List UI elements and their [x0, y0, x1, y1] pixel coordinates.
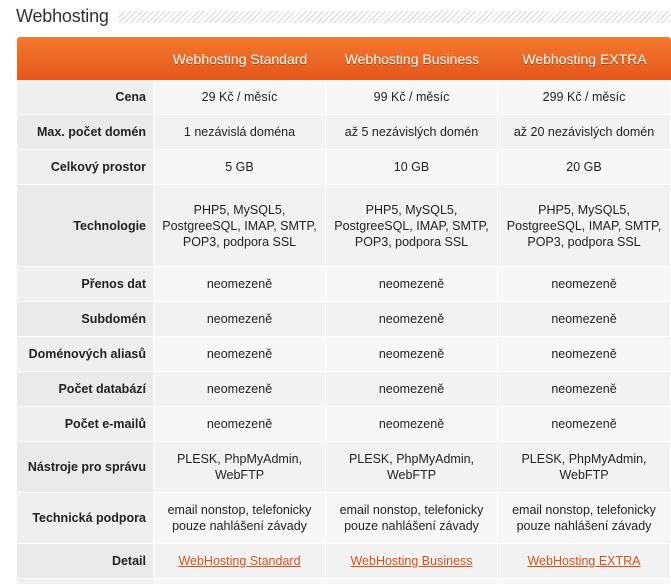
title-divider — [119, 11, 671, 23]
section-header — [16, 4, 671, 28]
table-cell: PLESK, PhpMyAdmin, WebFTP — [498, 442, 671, 492]
table-cell: 29 Kč / měsíc — [154, 80, 326, 114]
table-row — [17, 302, 671, 337]
table-cell: neomezeně — [326, 407, 498, 441]
table-row — [17, 442, 671, 493]
detail-link-standard[interactable]: WebHosting Standard — [178, 554, 301, 568]
table-row — [17, 150, 671, 185]
detail-cell — [326, 544, 498, 578]
table-cell: 20 GB — [498, 150, 671, 184]
table-cell: email nonstop, telefonicky pouze nahlášení závady — [154, 493, 326, 543]
table-cell: 10 GB — [326, 150, 498, 184]
table-cell: až 20 nezávislých domén — [498, 115, 671, 149]
row-label: Detail — [17, 544, 154, 578]
table-row — [17, 493, 671, 544]
table-cell: neomezeně — [326, 302, 498, 336]
page-title: Webhosting — [16, 5, 109, 26]
table-cell: neomezeně — [498, 302, 671, 336]
table-cell: 1 nezávislá doména — [154, 115, 326, 149]
row-label: Přenos dat — [17, 267, 154, 301]
table-cell: neomezeně — [154, 267, 326, 301]
row-label: Počet e-mailů — [17, 407, 154, 441]
table-cell: PHP5, MySQL5, PostgreeSQL, IMAP, SMTP, POP3, podpora SSL — [498, 185, 671, 266]
row-label: Subdomén — [17, 302, 154, 336]
table-row — [17, 115, 671, 150]
row-label: Max. počet domén — [17, 115, 154, 149]
table-cell: neomezeně — [154, 337, 326, 371]
row-label: Nástroje pro správu — [17, 442, 154, 492]
table-cell: 99 Kč / měsíc — [326, 80, 498, 114]
column-header-extra: Webhosting EXTRA — [522, 50, 647, 67]
table-cell: neomezeně — [326, 372, 498, 406]
detail-link-business[interactable]: WebHosting Business — [350, 554, 473, 568]
table-cell: 299 Kč / měsíc — [498, 80, 671, 114]
header-empty-cell — [17, 37, 154, 80]
empty-cell — [498, 579, 671, 584]
table-cell: neomezeně — [154, 372, 326, 406]
table-cell: neomezeně — [154, 407, 326, 441]
empty-cell — [326, 579, 498, 584]
row-label: Technologie — [17, 185, 154, 266]
table-cell: PHP5, MySQL5, PostgreeSQL, IMAP, SMTP, POP3, podpora SSL — [154, 185, 326, 266]
table-cell: email nonstop, telefonicky pouze nahlášení závady — [498, 493, 671, 543]
row-label: Cena — [17, 80, 154, 114]
table-cell: PHP5, MySQL5, PostgreeSQL, IMAP, SMTP, POP3, podpora SSL — [326, 185, 498, 266]
table-cell: neomezeně — [326, 267, 498, 301]
empty-cell — [154, 579, 326, 584]
row-label: Počet databází — [17, 372, 154, 406]
table-body — [17, 80, 671, 584]
table-row — [17, 80, 671, 115]
detail-link-extra[interactable]: WebHosting EXTRA — [527, 554, 641, 568]
table-cell: neomezeně — [326, 337, 498, 371]
column-header-standard: Webhosting Standard — [172, 50, 308, 67]
table-row-empty — [17, 579, 671, 584]
detail-cell — [498, 544, 671, 578]
table-cell: neomezeně — [498, 407, 671, 441]
table-row — [17, 407, 671, 442]
table-cell: až 5 nezávislých domén — [326, 115, 498, 149]
row-label: Technická podpora — [17, 493, 154, 543]
column-header-business: Webhosting Business — [344, 50, 480, 67]
table-cell: neomezeně — [498, 337, 671, 371]
table-row — [17, 337, 671, 372]
pricing-table — [17, 37, 671, 584]
table-cell: email nonstop, telefonicky pouze nahlášení závady — [326, 493, 498, 543]
row-label: Celkový prostor — [17, 150, 154, 184]
table-cell: PLESK, PhpMyAdmin, WebFTP — [154, 442, 326, 492]
table-row — [17, 267, 671, 302]
table-row — [17, 185, 671, 267]
empty-cell — [17, 579, 154, 584]
table-header — [17, 37, 671, 80]
table-row-detail — [17, 544, 671, 579]
table-cell: 5 GB — [154, 150, 326, 184]
table-cell: neomezeně — [498, 267, 671, 301]
table-cell: neomezeně — [154, 302, 326, 336]
table-cell: PLESK, PhpMyAdmin, WebFTP — [326, 442, 498, 492]
table-row — [17, 372, 671, 407]
row-label: Doménových aliasů — [17, 337, 154, 371]
detail-cell — [154, 544, 326, 578]
table-cell: neomezeně — [498, 372, 671, 406]
